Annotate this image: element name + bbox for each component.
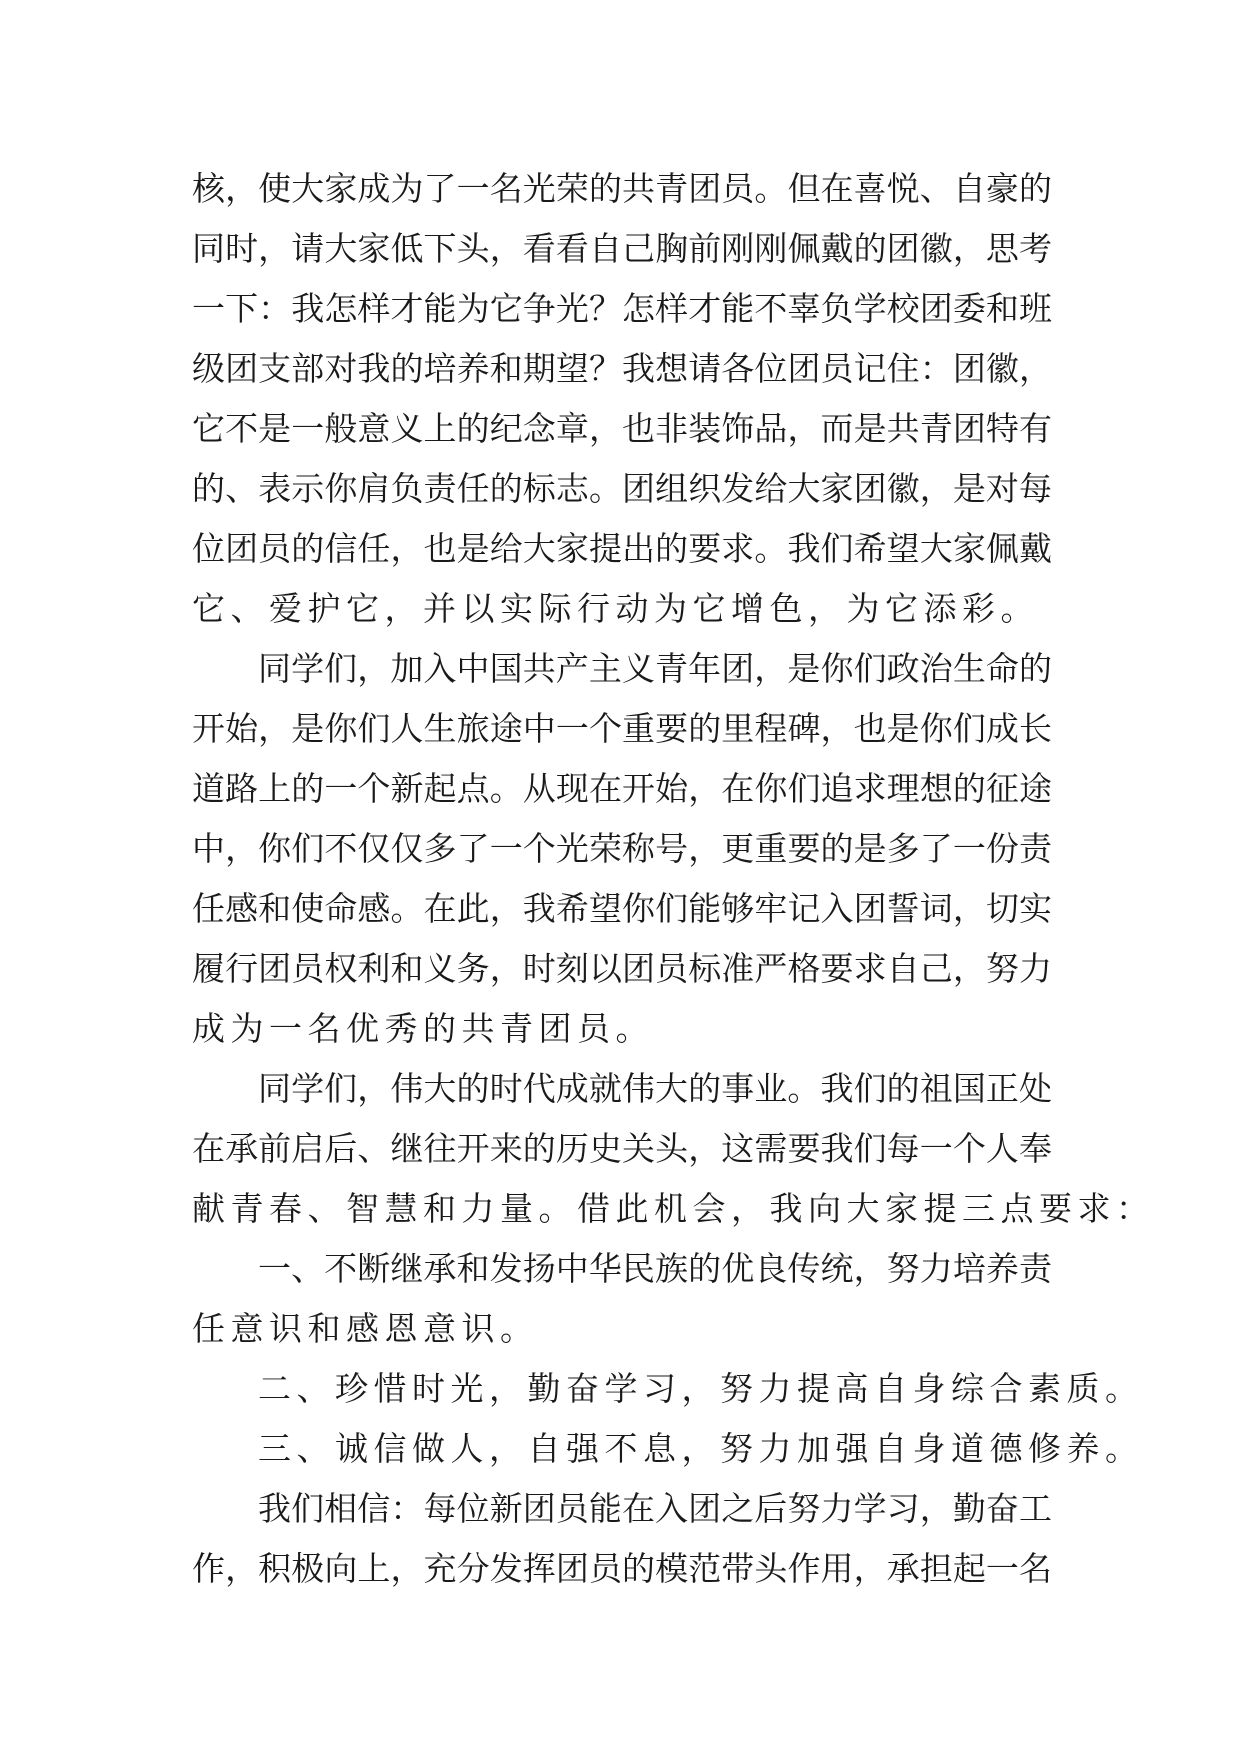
text-line: 同时，请大家低下头，看看自己胸前刚刚佩戴的团徽，思考 — [192, 229, 1052, 268]
text-line: 开始，是你们人生旅途中一个重要的里程碑，也是你们成长 — [192, 709, 1052, 748]
text-line: 它、爱护它，并以实际行动为它增色，为它添彩。 — [192, 589, 1039, 628]
text-line: 二、珍惜时光，勤奋学习，努力提高自身综合素质。 — [258, 1369, 1144, 1408]
text-line: 任意识和感恩意识。 — [192, 1309, 539, 1348]
text-line: 的、表示你肩负责任的标志。团组织发给大家团徽，是对每 — [192, 469, 1052, 508]
text-line: 我们相信：每位新团员能在入团之后努力学习，勤奋工 — [258, 1489, 1052, 1528]
text-line: 献青春、智慧和力量。借此机会，我向大家提三点要求： — [192, 1189, 1155, 1228]
document-body — [192, 159, 1155, 1599]
text-line: 核，使大家成为了一名光荣的共青团员。但在喜悦、自豪的 — [192, 169, 1052, 208]
text-line: 作，积极向上，充分发挥团员的模范带头作用，承担起一名 — [192, 1549, 1052, 1588]
text-line: 同学们，伟大的时代成就伟大的事业。我们的祖国正处 — [258, 1069, 1052, 1108]
text-line: 履行团员权利和义务，时刻以团员标准严格要求自己，努力 — [192, 949, 1052, 988]
text-line: 级团支部对我的培养和期望？我想请各位团员记住：团徽， — [192, 349, 1052, 388]
text-line: 同学们，加入中国共产主义青年团，是你们政治生命的 — [258, 649, 1052, 688]
text-line: 三、诚信做人，自强不息，努力加强自身道德修养。 — [258, 1429, 1144, 1468]
text-line: 位团员的信任，也是给大家提出的要求。我们希望大家佩戴 — [192, 529, 1052, 568]
text-line: 任感和使命感。在此，我希望你们能够牢记入团誓词，切实 — [192, 889, 1052, 928]
text-line: 成为一名优秀的共青团员。 — [192, 1009, 654, 1048]
text-line: 它不是一般意义上的纪念章，也非装饰品，而是共青团特有 — [192, 409, 1052, 448]
text-line: 中，你们不仅仅多了一个光荣称号，更重要的是多了一份责 — [192, 829, 1052, 868]
text-line: 一下：我怎样才能为它争光？怎样才能不辜负学校团委和班 — [192, 289, 1052, 328]
text-line: 在承前启后、继往开来的历史关头，这需要我们每一个人奉 — [192, 1129, 1052, 1168]
text-line: 一、不断继承和发扬中华民族的优良传统，努力培养责 — [258, 1249, 1052, 1288]
text-line: 道路上的一个新起点。从现在开始，在你们追求理想的征途 — [192, 769, 1052, 808]
